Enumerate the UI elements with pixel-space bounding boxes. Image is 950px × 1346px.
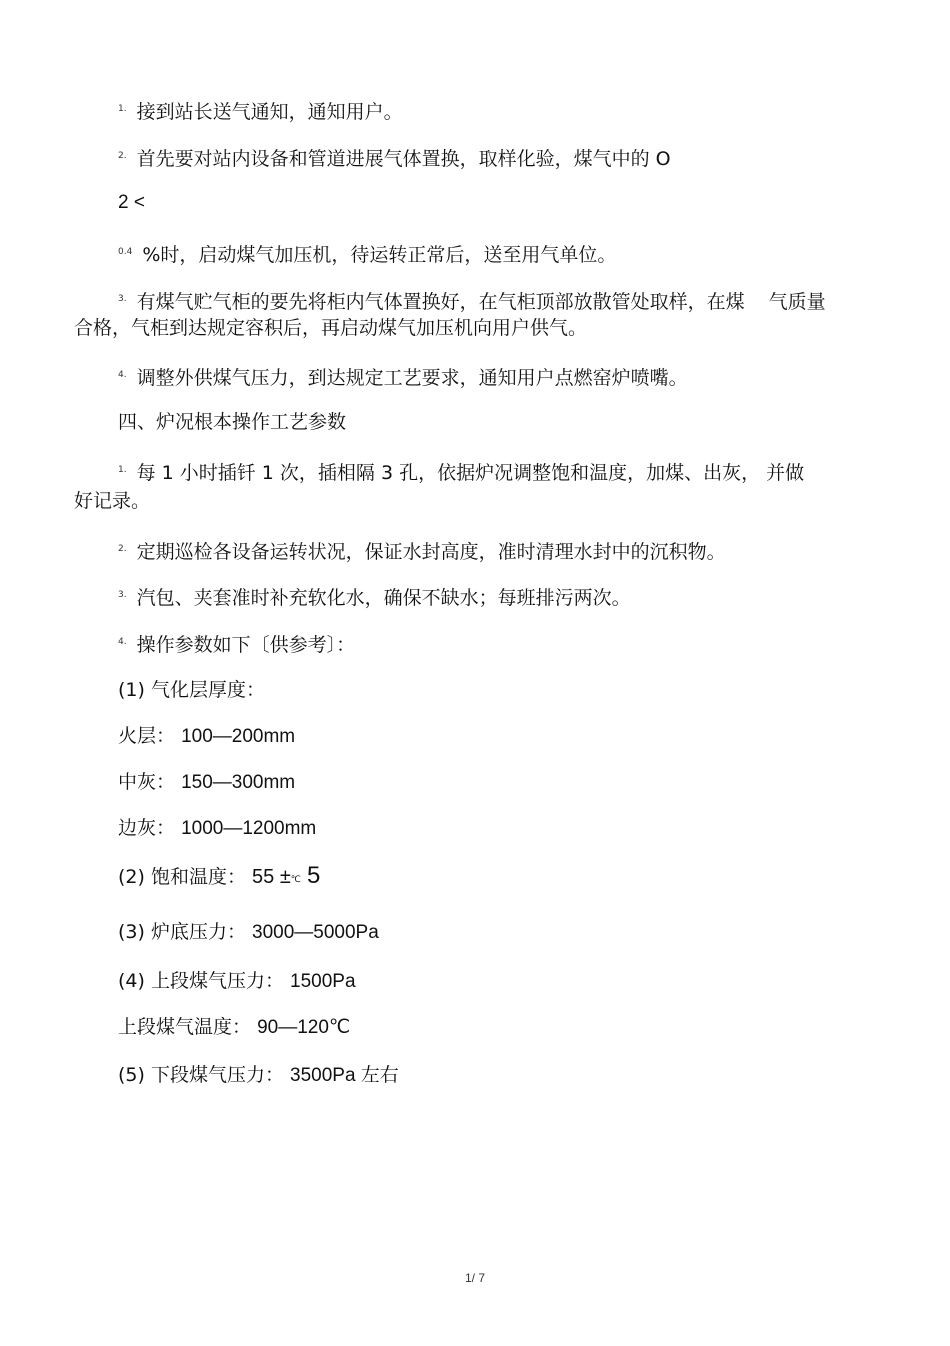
param-label: 火层：	[118, 725, 176, 747]
item-text: 气质量	[768, 291, 826, 313]
item-number: 4.	[118, 637, 127, 647]
list-item-3-continued	[74, 316, 587, 340]
list-item-3	[118, 287, 826, 314]
ops-item-3	[118, 583, 631, 610]
param-value: 100—200mm	[181, 726, 296, 747]
formula-fragment	[118, 191, 145, 215]
section-heading: 四、炉况根本操作工艺参数	[118, 411, 347, 433]
param-gasification-layer	[118, 678, 265, 702]
param-value: 150—300mm	[181, 772, 296, 793]
param-bottom-pressure	[118, 920, 379, 945]
item-number: 2.	[118, 544, 127, 554]
item-text: 好记录。	[74, 490, 151, 512]
param-label: (3) 炉底压力：	[118, 921, 246, 943]
list-item-1	[118, 97, 403, 124]
page-number: 1/ 7	[464, 1271, 485, 1285]
item-number: 3.	[118, 294, 127, 304]
param-middle-ash	[118, 770, 295, 795]
param-upper-gas-pressure	[118, 969, 356, 994]
param-value: 55 ±	[252, 866, 291, 888]
ops-item-2	[118, 537, 726, 564]
list-item-4	[118, 363, 688, 390]
item-number: 1.	[118, 465, 127, 475]
param-lower-gas-pressure	[118, 1063, 399, 1088]
param-saturation-temp	[118, 864, 320, 892]
param-edge-ash	[118, 816, 316, 841]
item-text: 接到站长送气通知，通知用户。	[136, 101, 403, 123]
param-label: 上段煤气温度：	[118, 1016, 252, 1038]
ops-item-1-continued	[74, 489, 150, 513]
item-text: 首先要对站内设备和管道进展气体置换，取样化验，煤气中的 O	[136, 148, 671, 170]
param-label: (1) 气化层厚度：	[118, 679, 265, 701]
item-text: 每 1 小时插钎 1 次，插相隔 3 孔，依据炉况调整饱和温度，加煤、出灰， 并做	[136, 462, 805, 484]
param-value: 1000—1200mm	[181, 818, 317, 839]
item-number: 1.	[118, 104, 127, 114]
item-number: 0.4	[118, 247, 133, 257]
item-text: 有煤气贮气柜的要先将柜内气体置换好，在气柜顶部放散管处取样，在煤	[136, 291, 745, 313]
list-item-2-continued	[118, 240, 616, 267]
param-upper-gas-temp	[118, 1015, 350, 1040]
param-fire-layer	[118, 724, 295, 749]
list-item-2	[118, 144, 671, 171]
param-value: 90—120℃	[257, 1017, 351, 1038]
param-label: (4) 上段煤气压力：	[118, 970, 284, 992]
item-text: 合格，气柜到达规定容积后，再启动煤气加压机向用户供气。	[74, 317, 588, 339]
item-number: 3.	[118, 590, 127, 600]
param-value: 1500Pa	[290, 971, 356, 992]
item-text: 操作参数如下〔供参考〕：	[136, 634, 356, 656]
ops-item-1	[118, 458, 804, 485]
param-label: 边灰：	[118, 817, 176, 839]
param-label: 中灰：	[118, 771, 176, 793]
param-value-tolerance: 5	[306, 862, 321, 889]
item-text: 调整外供煤气压力，到达规定工艺要求，通知用户点燃窑炉喷嘴。	[136, 367, 688, 389]
item-number: 4.	[118, 370, 127, 380]
item-number: 2.	[118, 151, 127, 161]
item-text: 汽包、夹套准时补充软化水，确保不缺水；每班排污两次。	[136, 587, 631, 609]
param-unit: ℃	[290, 875, 301, 885]
param-value: 3000—5000Pa	[252, 922, 379, 943]
ops-item-4	[118, 630, 355, 657]
formula-text: 2 <	[118, 192, 145, 213]
item-text: %时，启动煤气加压机，待运转正常后，送至用气单位。	[142, 244, 617, 266]
param-label: (2) 饱和温度：	[118, 866, 246, 888]
param-value: 3500Pa 左右	[290, 1065, 399, 1086]
param-label: (5) 下段煤气压力：	[118, 1064, 284, 1086]
item-text: 定期巡检各设备运转状况，保证水封高度，准时清理水封中的沉积物。	[136, 541, 726, 563]
